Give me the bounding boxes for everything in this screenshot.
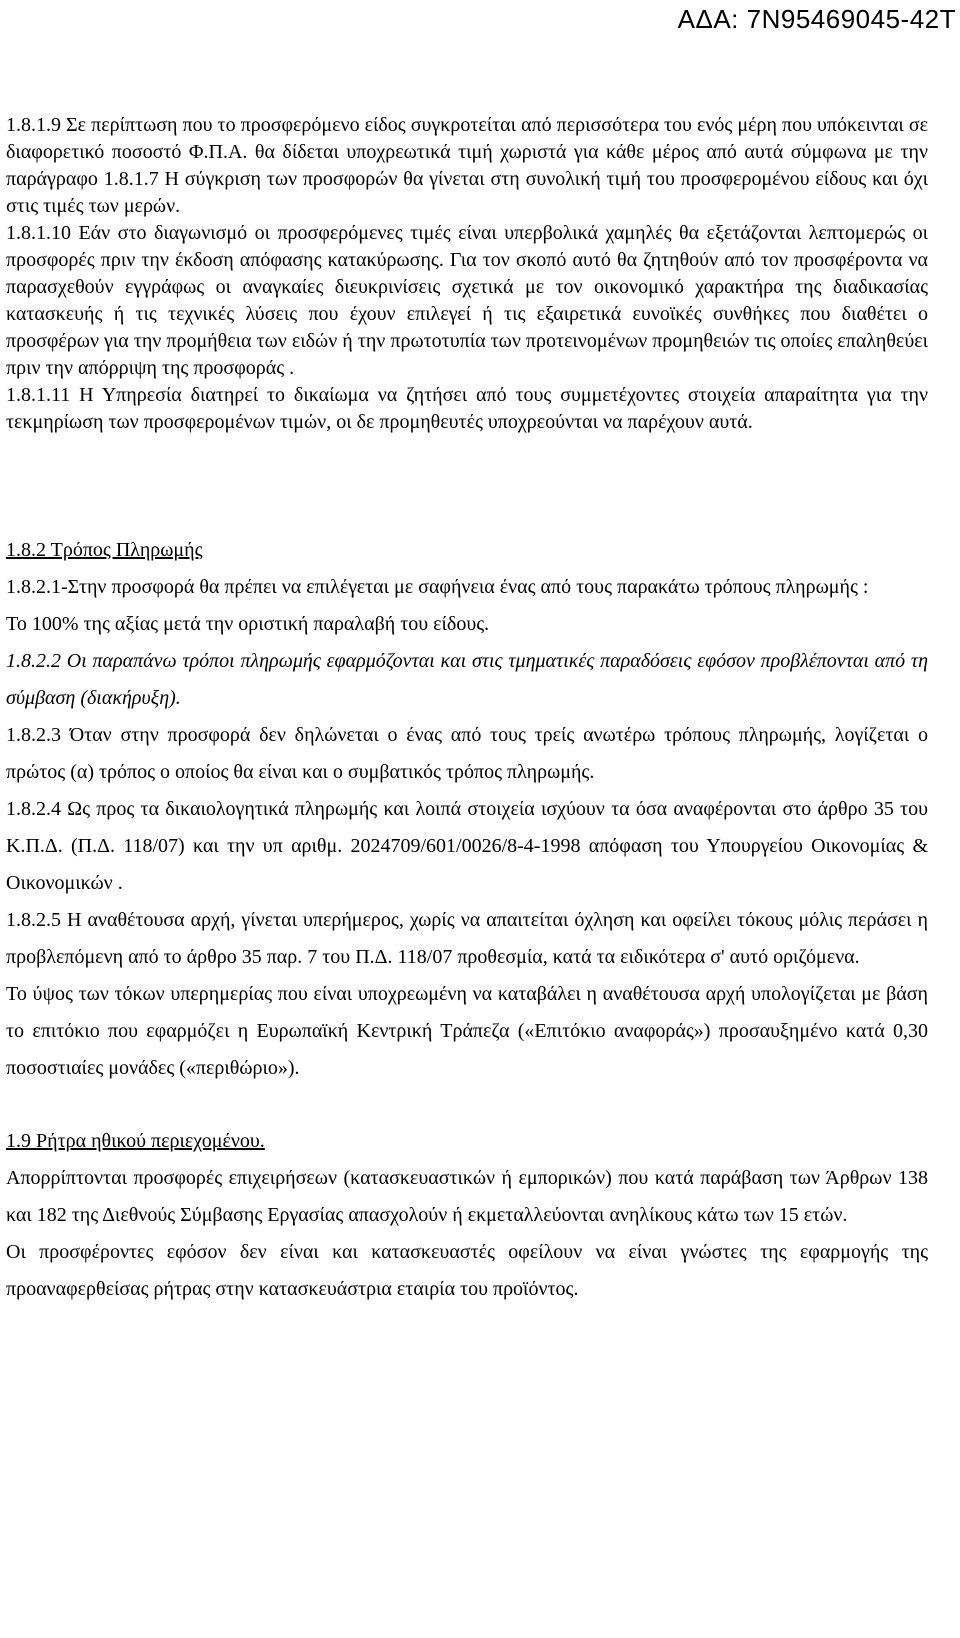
paragraph-1-9-second: Οι προσφέροντες εφόσον δεν είναι και κατασκευαστές οφείλουν να είναι γνώστες της εφαρμογής της προαναφερθείσας ρήτρας στην κατασκευάστρια εταιρία του προϊόντος. xyxy=(6,1241,928,1300)
paragraph-1-8-1-9: 1.8.1.9 Σε περίπτωση που το προσφερόμενο είδος συγκροτείται από περισσότερα του ενός μέρη που υπόκεινται σε διαφορετικό ποσοστό Φ.Π.Α. θα δίδεται υποχρεωτικά τιμή χωριστά για κάθε μέρος από αυτά σύμφωνα με την παράγραφο 1.8.1.7 Η σύγκριση των προσφορών θα γίνεται στη συνολική τιμή του προσφερομένου είδους και όχι στις τιμές των μερών. xyxy=(6,114,928,217)
paragraph-interest: Το ύψος των τόκων υπερημερίας που είναι υποχρεωμένη να καταβάλει η αναθέτουσα αρχή υπολογίζεται με βάση το επιτόκιο που εφαρμόζει η Ευρωπαϊκή Κεντρική Τράπεζα («Επιτόκιο αναφοράς») προσαυξημένο κατά 0,30 ποσοστιαίες μονάδες («περιθώριο»). xyxy=(6,983,928,1079)
document-body xyxy=(6,112,928,1308)
spacer xyxy=(6,1087,928,1123)
section-1-8-1 xyxy=(6,112,928,436)
heading-payment-method-text: 1.8.2 Τρόπος Πληρωμής xyxy=(6,539,203,561)
heading-ethics-clause-text: 1.9 Ρήτρα ηθικού περιεχομένου. xyxy=(6,1130,265,1152)
paragraph-1-8-1-11: 1.8.1.11 Η Υπηρεσία διατηρεί το δικαίωμα να ζητήσει από τους συμμετέχοντες στοιχεία απαραίτητα για την τεκμηρίωση των προσφερομένων τιμών, οι δε προμηθευτές υποχρεούνται να παρέχουν αυτά. xyxy=(6,384,928,433)
ada-code: ΑΔΑ: 7Ν95469045-42Τ xyxy=(677,4,956,34)
paragraph-1-8-2-5: 1.8.2.5 Η αναθέτουσα αρχή, γίνεται υπερήμερος, χωρίς να απαιτείται όχληση και οφείλει τόκους μόλις περάσει η προβλεπόμενη από το άρθρο 35 παρ. 7 του Π.Δ. 118/07 προθεσμία, κατά τα ειδικότερα σ' αυτό οριζόμενα. xyxy=(6,909,928,968)
paragraph-1-8-1-10: 1.8.1.10 Εάν στο διαγωνισμό οι προσφερόμενες τιμές είναι υπερβολικά χαμηλές θα εξετάζονται λεπτομερώς οι προσφορές πριν την έκδοση απόφασης κατακύρωσης. Για τον σκοπό αυτό θα ζητηθούν από τον προσφέροντα να παρασχεθούν εγγράφως οι αναγκαίες διευκρινίσεις σχετικά με τον οικονομικό χαρακτήρα της διαδικασίας κατασκευής ή τις τεχνικές λύσεις που έχουν επιλεγεί ή τις εξαιρετικά ευνοϊκές συνθήκες που διαθέτει ο προσφέρων για την προμήθεια των ειδών ή την πρωτοτυπία των προτεινομένων προμηθειών τις οποίες επαληθεύει πριν την απόρριψη της προσφοράς . xyxy=(6,222,928,379)
paragraph-1-8-2-4: 1.8.2.4 Ως προς τα δικαιολογητικά πληρωμής και λοιπά στοιχεία ισχύουν τα όσα αναφέρονται στο άρθρο 35 του Κ.Π.Δ. (Π.Δ. 118/07) και την υπ αριθμ. 2024709/601/0026/8-4-1998 απόφαση του Υπουργείου Οικονομίας & Οικονομικών . xyxy=(6,798,928,894)
paragraph-1-8-2-3: 1.8.2.3 Όταν στην προσφορά δεν δηλώνεται ο ένας από τους τρείς ανωτέρω τρόπους πληρωμής, λογίζεται ο πρώτος (α) τρόπος ο οποίος θα είναι και ο συμβατικός τρόπος πληρωμής. xyxy=(6,724,928,783)
section-1-8-2 xyxy=(6,532,928,1087)
heading-ethics-clause xyxy=(6,1123,928,1160)
paragraph-1-8-2-1: 1.8.2.1-Στην προσφορά θα πρέπει να επιλέγεται με σαφήνεια ένας από τους παρακάτω τρόπους πληρωμής : xyxy=(6,576,869,598)
section-1-9 xyxy=(6,1123,928,1308)
paragraph-1-9-first: Απορρίπτονται προσφορές επιχειρήσεων (κατασκευαστικών ή εμπορικών) που κατά παράβαση των Άρθρων 138 και 182 της Διεθνούς Σύμβασης Εργασίας απασχολούν ή εκμεταλλεύονται ανηλίκους κάτω των 15 ετών. xyxy=(6,1167,928,1226)
paragraph-payment-100: Το 100% της αξίας μετά την οριστική παραλαβή του είδους. xyxy=(6,613,490,635)
spacer xyxy=(6,436,928,532)
paragraph-1-8-2-2: 1.8.2.2 Οι παραπάνω τρόποι πληρωμής εφαρμόζονται και στις τμηματικές παραδόσεις εφόσον προβλέπονται από τη σύμβαση (διακήρυξη). xyxy=(6,650,928,709)
heading-payment-method xyxy=(6,532,928,569)
